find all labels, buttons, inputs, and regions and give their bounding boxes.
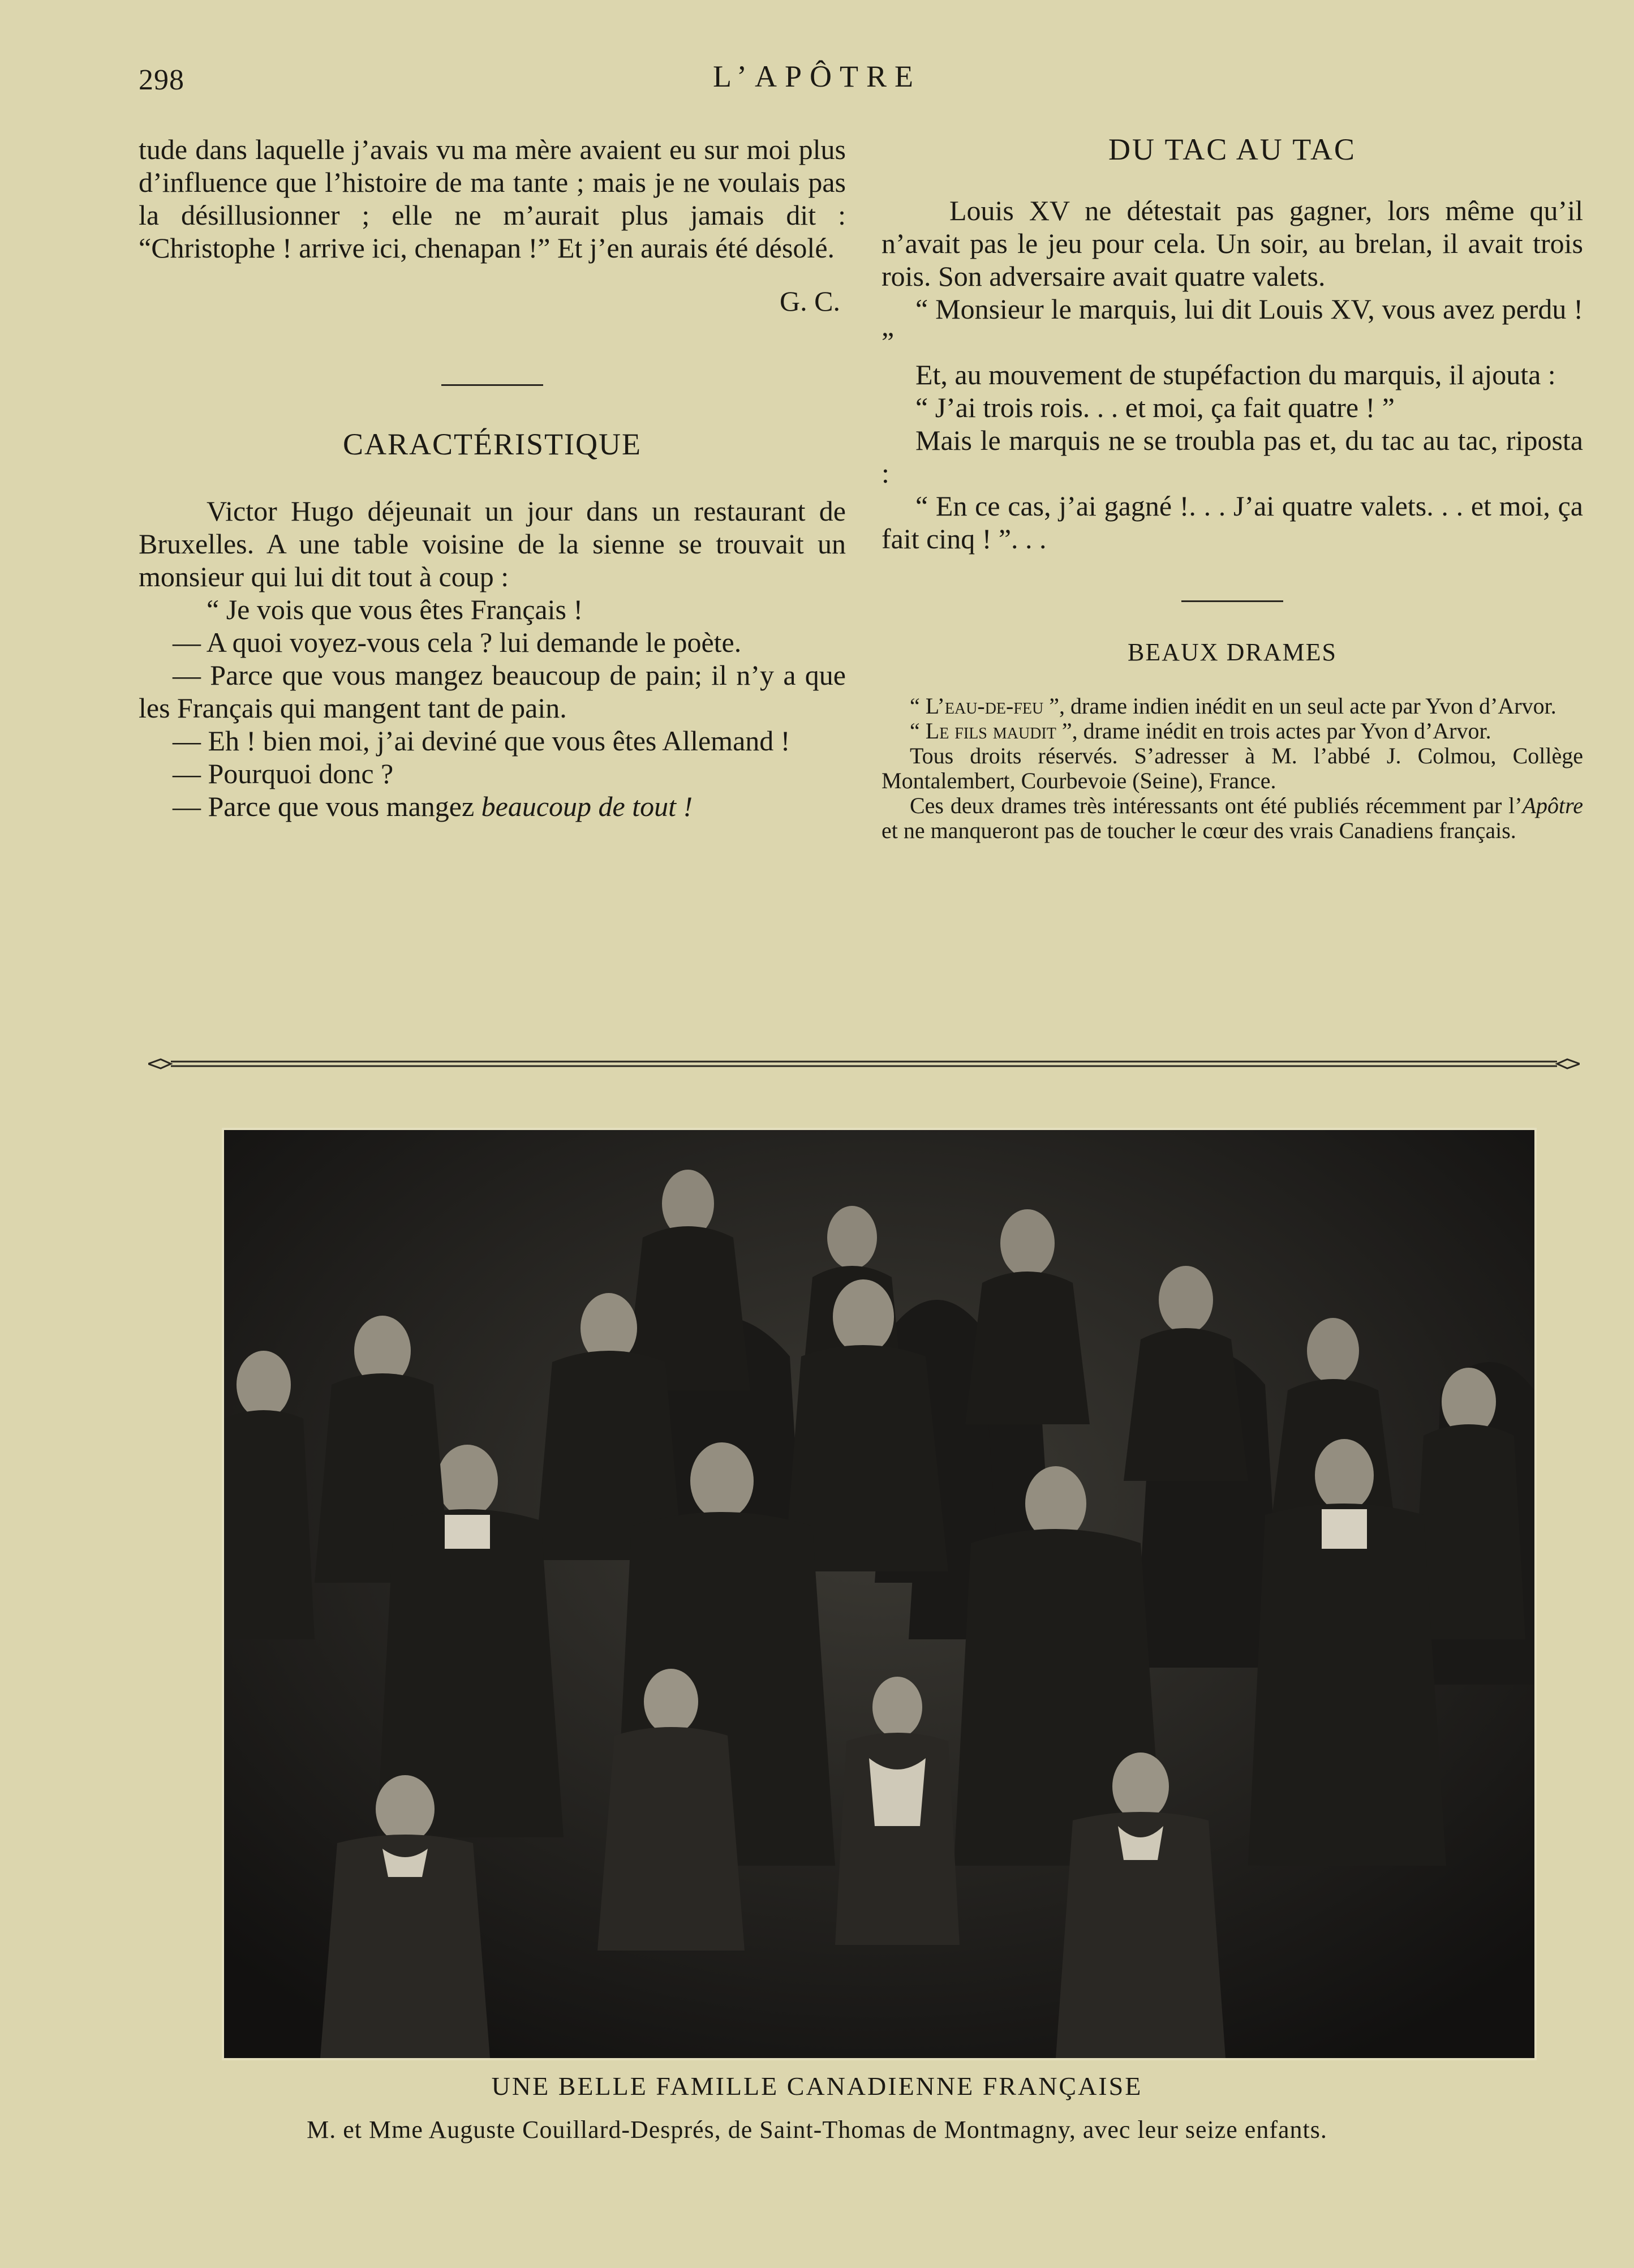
publication-note: [882, 793, 1583, 843]
section-rule: [1181, 600, 1283, 602]
paragraph: — Eh ! bien moi, j’ai deviné que vous êtes Allemand !: [173, 725, 790, 757]
paragraph: Mais le marquis ne se troubla pas et, du tac au tac, riposta :: [882, 424, 1583, 489]
family-photograph: [222, 1128, 1537, 2060]
drame-title: eau-de-feu: [944, 693, 1044, 719]
page-number: 298: [139, 64, 184, 96]
photo-illustration: [224, 1130, 1534, 2058]
continued-paragraph: tude dans laquelle j’avais vu ma mère avaient eu sur moi plus d’influence que l’histoire de ma tante ; mais je ne voulais pas la désillusionner ; elle ne m’aurait plus jamais dit : “Christophe ! arrive ici, chenapan !” Et j’en aurais été désolé.: [139, 134, 846, 264]
drame-title: Le fils maudit: [925, 718, 1056, 744]
signature: G. C.: [780, 285, 840, 317]
ornamental-divider: [148, 1057, 1580, 1071]
running-title: L’APÔTRE: [712, 59, 922, 93]
text: ”, drame indien inédit en un seul acte par Yvon d’Arvor.: [1043, 693, 1556, 719]
drame-entry: [882, 694, 1583, 719]
left-column: [139, 133, 846, 823]
section-title-du-tac: DU TAC AU TAC: [1108, 132, 1356, 166]
italic-text: beaucoup de tout !: [481, 791, 693, 822]
paragraph: Louis XV ne détestait pas gagner, lors même qu’il n’avait pas le jeu pour cela. Un soir, au brelan, il avait trois rois. Son adversaire avait quatre valets.: [882, 195, 1583, 292]
paragraph: “ En ce cas, j’ai gagné !. . . J’ai quatre valets. . . et moi, ça fait cinq ! ”. . .: [882, 490, 1583, 555]
section-title-caracteristique: CARACTÉRISTIQUE: [343, 427, 642, 461]
drames-notice: [882, 694, 1583, 843]
drame-entry: [882, 719, 1583, 744]
text: “ L’: [910, 693, 945, 719]
rights-note: Tous droits réservés. S’adresser à M. l’abbé J. Colmou, Collège Montalembert, Courbevoie (Seine), France.: [882, 743, 1583, 793]
italic-text: Apôtre: [1522, 793, 1583, 818]
text: Ces deux drames très intéressants ont été publiés récemment par l’: [910, 793, 1523, 818]
photo-caption-title: UNE BELLE FAMILLE CANADIENNE FRANÇAISE: [491, 2072, 1143, 2101]
section-rule: [441, 384, 543, 386]
right-column: [882, 133, 1583, 843]
paragraph: — Pourquoi donc ?: [173, 758, 394, 789]
paragraph: — A quoi voyez-vous cela ? lui demande le poète.: [173, 626, 742, 658]
paragraph: “ Monsieur le marquis, lui dit Louis XV, vous avez perdu ! ”: [882, 293, 1583, 358]
text: — Parce que vous mangez: [173, 791, 481, 822]
paragraph: — Parce que vous mangez beaucoup de pain; il n’y a que les Français qui mangent tant de pain.: [139, 659, 846, 724]
text: “: [910, 718, 926, 744]
photo-caption-text: M. et Mme Auguste Couillard-Després, de Saint-Thomas de Montmagny, avec leur seize enfants.: [307, 2116, 1327, 2144]
section-title-beaux-drames: BEAUX DRAMES: [1128, 638, 1337, 666]
text: et ne manqueront pas de toucher le cœur des vrais Canadiens français.: [882, 818, 1516, 843]
paragraph-last: [139, 790, 846, 823]
paragraph: Victor Hugo déjeunait un jour dans un restaurant de Bruxelles. A une table voisine de la sienne se trouvait un monsieur qui lui dit tout à coup :: [139, 495, 846, 592]
paragraph: “ J’ai trois rois. . . et moi, ça fait quatre ! ”: [915, 392, 1395, 423]
paragraph: Et, au mouvement de stupéfaction du marquis, il ajouta :: [915, 359, 1556, 390]
text: ”, drame inédit en trois actes par Yvon d’Arvor.: [1056, 718, 1491, 744]
paragraph: “ Je vois que vous êtes Français !: [207, 594, 583, 625]
